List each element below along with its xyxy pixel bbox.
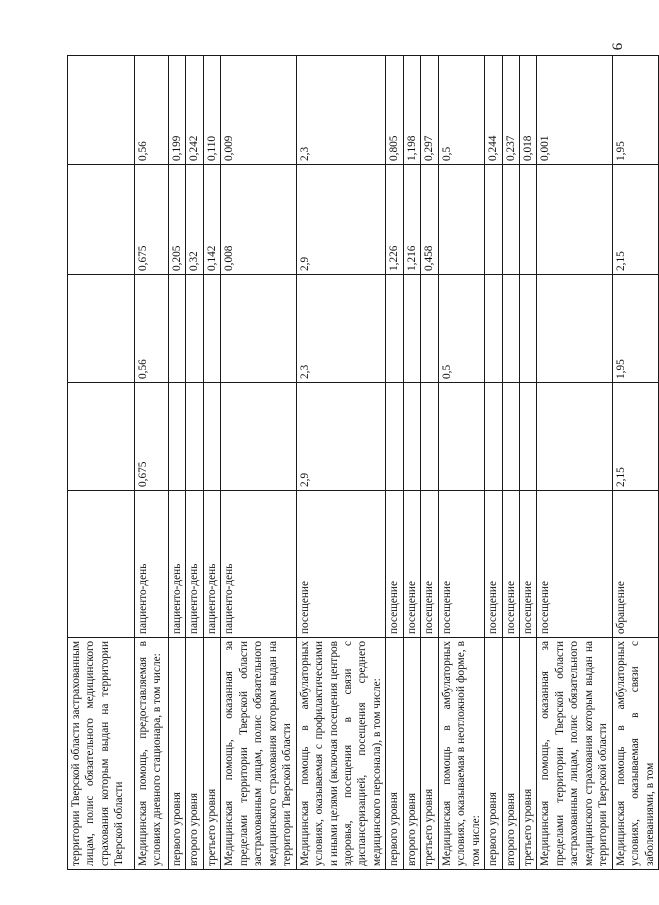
table-row bbox=[221, 56, 296, 870]
row-name-cell: третьего уровня bbox=[519, 638, 536, 870]
unit-cell: посещение bbox=[296, 491, 386, 638]
unit-cell: посещение bbox=[537, 491, 612, 638]
value-cell-c3: 2,9 bbox=[296, 165, 386, 275]
value-cell-c3: 0,32 bbox=[186, 165, 203, 275]
row-name-cell: Медицинская помощь в амбулаторных условиях, оказываемая в неотложной форме, в том числе: bbox=[438, 638, 484, 870]
value-cell-c1 bbox=[421, 383, 438, 491]
value-cell-c4: 0,001 bbox=[537, 56, 612, 165]
value-cell-c1 bbox=[438, 383, 484, 491]
unit-cell: пациенто-день bbox=[186, 491, 203, 638]
value-cell-c4: 0,244 bbox=[485, 56, 502, 165]
table-container bbox=[67, 56, 656, 870]
table-row bbox=[296, 56, 386, 870]
row-name-cell: территории Тверской области застрахованным лицам, полис обязательного медицинского страхования которым выдан на территории Тверской области bbox=[68, 638, 135, 870]
unit-cell: посещение bbox=[386, 491, 403, 638]
unit-cell: посещение bbox=[403, 491, 420, 638]
value-cell-c3 bbox=[502, 165, 519, 275]
unit-cell bbox=[68, 491, 135, 638]
value-cell-c3: 2,15 bbox=[612, 165, 658, 275]
value-cell-c4 bbox=[68, 56, 135, 165]
row-name-cell: Медицинская помощь, предоставляемая в условиях дневного стационара, в том числе: bbox=[135, 638, 169, 870]
table-row bbox=[438, 56, 484, 870]
value-cell-c2 bbox=[421, 275, 438, 383]
value-cell-c2 bbox=[485, 275, 502, 383]
value-cell-c4: 0,009 bbox=[221, 56, 296, 165]
value-cell-c4: 0,110 bbox=[203, 56, 220, 165]
table-body bbox=[68, 56, 659, 870]
value-cell-c4: 0,805 bbox=[386, 56, 403, 165]
table-row bbox=[68, 56, 135, 870]
value-cell-c1 bbox=[485, 383, 502, 491]
value-cell-c2 bbox=[537, 275, 612, 383]
value-cell-c4: 0,56 bbox=[135, 56, 169, 165]
table-row bbox=[421, 56, 438, 870]
value-cell-c2: 0,56 bbox=[135, 275, 169, 383]
value-cell-c1 bbox=[519, 383, 536, 491]
table-row bbox=[135, 56, 169, 870]
value-cell-c2 bbox=[502, 275, 519, 383]
value-cell-c1: 2,9 bbox=[296, 383, 386, 491]
unit-cell: обращение bbox=[612, 491, 658, 638]
row-name-cell: третьего уровня bbox=[203, 638, 220, 870]
value-cell-c1 bbox=[386, 383, 403, 491]
table-row bbox=[203, 56, 220, 870]
value-cell-c3: 1,226 bbox=[386, 165, 403, 275]
table-row bbox=[169, 56, 186, 870]
value-cell-c2 bbox=[186, 275, 203, 383]
table-row bbox=[186, 56, 203, 870]
value-cell-c3: 1,216 bbox=[403, 165, 420, 275]
value-cell-c1 bbox=[186, 383, 203, 491]
row-name-cell: первого уровня bbox=[169, 638, 186, 870]
value-cell-c1 bbox=[537, 383, 612, 491]
value-cell-c3: 0,142 bbox=[203, 165, 220, 275]
unit-cell: пациенто-день bbox=[221, 491, 296, 638]
table-row bbox=[537, 56, 612, 870]
value-cell-c1: 0,675 bbox=[135, 383, 169, 491]
unit-cell: пациенто-день bbox=[135, 491, 169, 638]
unit-cell: пациенто-день bbox=[169, 491, 186, 638]
value-cell-c1: 2,15 bbox=[612, 383, 658, 491]
value-cell-c1 bbox=[502, 383, 519, 491]
row-name-cell: Медицинская помощь, оказанная за пределами территории Тверской области застрахованным лицам, полис обязательного медицинского страхования которым выдан на территории Тверской области bbox=[221, 638, 296, 870]
value-cell-c2: 0,5 bbox=[438, 275, 484, 383]
value-cell-c1 bbox=[203, 383, 220, 491]
value-cell-c2 bbox=[68, 275, 135, 383]
value-cell-c4: 1,95 bbox=[612, 56, 658, 165]
unit-cell: посещение bbox=[438, 491, 484, 638]
value-cell-c3 bbox=[68, 165, 135, 275]
value-cell-c3 bbox=[438, 165, 484, 275]
row-name-cell: второго уровня bbox=[186, 638, 203, 870]
row-name-cell: Медицинская помощь, оказанная за пределами территории Тверской области застрахованным лицам, полис обязательного медицинского страхования которым выдан на территории Тверской области bbox=[537, 638, 612, 870]
value-cell-c3: 0,008 bbox=[221, 165, 296, 275]
table-row bbox=[519, 56, 536, 870]
unit-cell: посещение bbox=[519, 491, 536, 638]
value-cell-c2 bbox=[386, 275, 403, 383]
value-cell-c4: 0,5 bbox=[438, 56, 484, 165]
row-name-cell: Медицинская помощь в амбулаторных условиях, оказываемая с профилактическими и иными целями (включая посещения центров здоровья, посещения в связи с диспансеризацией, посещения среднего медицинского персонала), в том числе: bbox=[296, 638, 386, 870]
indicators-table bbox=[67, 55, 659, 870]
unit-cell: посещение bbox=[502, 491, 519, 638]
table-row bbox=[386, 56, 403, 870]
value-cell-c2 bbox=[519, 275, 536, 383]
unit-cell: посещение bbox=[421, 491, 438, 638]
value-cell-c3: 0,675 bbox=[135, 165, 169, 275]
table-row bbox=[403, 56, 420, 870]
value-cell-c3 bbox=[485, 165, 502, 275]
row-name-cell: второго уровня bbox=[502, 638, 519, 870]
unit-cell: посещение bbox=[485, 491, 502, 638]
value-cell-c3 bbox=[519, 165, 536, 275]
value-cell-c4: 0,018 bbox=[519, 56, 536, 165]
row-name-cell: третьего уровня bbox=[421, 638, 438, 870]
value-cell-c4: 2,3 bbox=[296, 56, 386, 165]
value-cell-c3: 0,458 bbox=[421, 165, 438, 275]
value-cell-c4: 0,237 bbox=[502, 56, 519, 165]
value-cell-c4: 0,199 bbox=[169, 56, 186, 165]
value-cell-c3: 0,205 bbox=[169, 165, 186, 275]
value-cell-c2 bbox=[203, 275, 220, 383]
value-cell-c1 bbox=[68, 383, 135, 491]
value-cell-c1 bbox=[403, 383, 420, 491]
row-name-cell: второго уровня bbox=[403, 638, 420, 870]
value-cell-c1 bbox=[221, 383, 296, 491]
value-cell-c2: 1,95 bbox=[612, 275, 658, 383]
value-cell-c2 bbox=[403, 275, 420, 383]
table-row bbox=[485, 56, 502, 870]
value-cell-c2 bbox=[221, 275, 296, 383]
row-name-cell: Медицинская помощь в амбулаторных условиях, оказываемая в связи с заболеваниями, в том bbox=[612, 638, 658, 870]
value-cell-c3 bbox=[537, 165, 612, 275]
row-name-cell: первого уровня bbox=[386, 638, 403, 870]
value-cell-c4: 1,198 bbox=[403, 56, 420, 165]
value-cell-c4: 0,297 bbox=[421, 56, 438, 165]
value-cell-c4: 0,242 bbox=[186, 56, 203, 165]
table-row bbox=[612, 56, 658, 870]
value-cell-c2 bbox=[169, 275, 186, 383]
value-cell-c1 bbox=[169, 383, 186, 491]
row-name-cell: первого уровня bbox=[485, 638, 502, 870]
value-cell-c2: 2,3 bbox=[296, 275, 386, 383]
table-row bbox=[502, 56, 519, 870]
page-number: 9 bbox=[608, 42, 625, 51]
unit-cell: пациенто-день bbox=[203, 491, 220, 638]
